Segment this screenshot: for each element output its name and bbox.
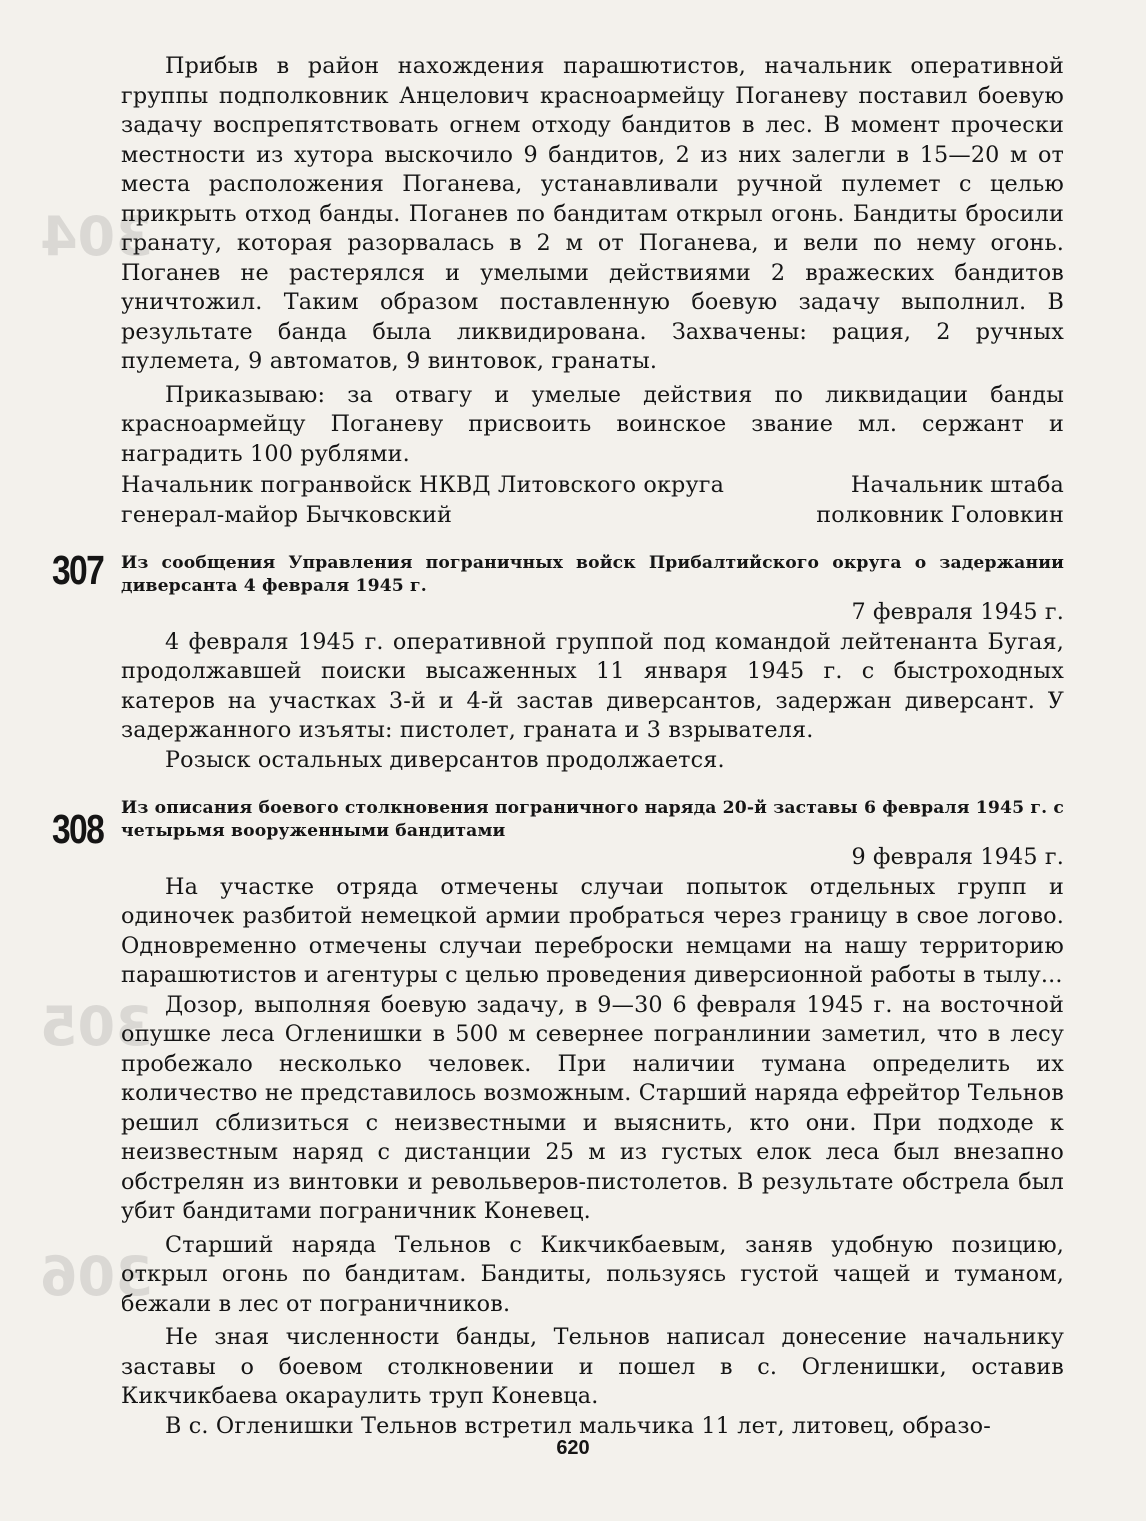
bleed-through-number: 304 — [40, 205, 153, 268]
signature-left: генерал-майор Бычковский — [121, 501, 453, 528]
paragraph: В с. Огленишки Тельнов встретил мальчика 11 лет, литовец, образо- — [165, 1412, 991, 1439]
doc-number-308: 308 — [52, 806, 104, 852]
page-number: 620 — [556, 1437, 590, 1459]
paragraph: На участке отряда отмечены случаи попыток отдельных групп и одиночек разбитой немецкой армии пробраться через границу в свое логово. Одновременно отмечены случаи переброски немцами на нашу территорию парашютистов и агентуры с целью проведения диверсионной работы в тылу... — [121, 873, 1064, 988]
doc-title-307: Из сообщения Управления пограничных войск Прибалтийского округа о задержании диверсанта 4 февраля 1945 г. — [121, 553, 1064, 596]
paragraph: Прибыв в район нахождения парашютистов, начальник оперативной группы подполковник Анцелович красноармейцу Поганеву поставил боевую задачу воспрепятствовать огнем отходу бандитов в лес. В момент прочески местности из хутора выскочило 9 бандитов, 2 из них залегли в 15—20 м от места расположения Поганева, устанавливали ручной пулемет с целью прикрыть отход банды. Поганев по бандитам открыл огонь. Бандиты бросили гранату, которая разорвалась в 2 м от Поганева, и вели по нему огонь. Поганев не растерялся и умелыми действиями 2 вражеских бандитов уничтожил. Таким образом поставленную боевую задачу выполнил. В результате банда была ликвидирована. Захвачены: рация, 2 ручных пулемета, 9 автоматов, 9 винтовок, гранаты. — [121, 53, 1064, 374]
bleed-through-number: 306 — [40, 1245, 153, 1308]
paragraph: Приказываю: за отвагу и умелые действия по ликвидации банды красноармейцу Поганеву присвоить воинское звание мл. сержант и наградить 100 рублями. — [121, 381, 1064, 467]
signature-left: Начальник погранвойск НКВД Литовского округа — [121, 472, 725, 498]
signature-block — [121, 471, 1064, 501]
doc-date-307: 7 февраля 1945 г. — [851, 599, 1064, 625]
doc-number-307: 307 — [52, 547, 104, 593]
signature-block — [121, 501, 1064, 531]
paragraph: Дозор, выполняя боевую задачу, в 9—30 6 февраля 1945 г. на восточной опушке леса Огленишки в 500 м севернее погранлинии заметил, что в лесу пробежало несколько человек. При наличии тумана определить их количество не представилось возможным. Старший наряда ефрейтор Тельнов решил сблизиться с неизвестными и выяснить, кто они. При подходе к неизвестным наряд с дистанции 25 м из густых елок леса был внезапно обстрелян из винтовки и револьверов-пистолетов. В результате обстрела был убит бандитами пограничник Коневец. — [121, 991, 1064, 1224]
paragraph: 4 февраля 1945 г. оперативной группой под командой лейтенанта Бугая, продолжавшей поиски высаженных 11 января 1945 г. с быстроходных катеров на участках 3-й и 4-й застав диверсантов, задержан диверсант. У задержанного изъяты: пистолет, граната и 3 взрывателя. — [121, 628, 1064, 743]
doc-date-308: 9 февраля 1945 г. — [851, 844, 1064, 870]
paragraph: Розыск остальных диверсантов продолжается. — [165, 746, 725, 773]
paragraph: Не зная численности банды, Тельнов написал донесение начальнику заставы о боевом столкновении и пошел в с. Огленишки, оставив Кикчикбаева окараулить труп Коневца. — [121, 1324, 1064, 1409]
bleed-through-number: 305 — [40, 995, 153, 1058]
doc-title-308: Из описания боевого столкновения пограничного наряда 20-й заставы 6 февраля 1945 г. с четырьмя вооруженными бандитами — [121, 798, 1064, 841]
signature-right: полковник Головкин — [816, 501, 1064, 528]
paragraph: Старший наряда Тельнов с Кикчикбаевым, заняв удобную позицию, открыл огонь по бандитам. Бандиты, пользуясь густой чащей и туманом, бежали в лес от пограничников. — [121, 1231, 1064, 1317]
page-body — [121, 52, 1064, 1441]
signature-right: Начальник штаба — [850, 472, 1064, 498]
